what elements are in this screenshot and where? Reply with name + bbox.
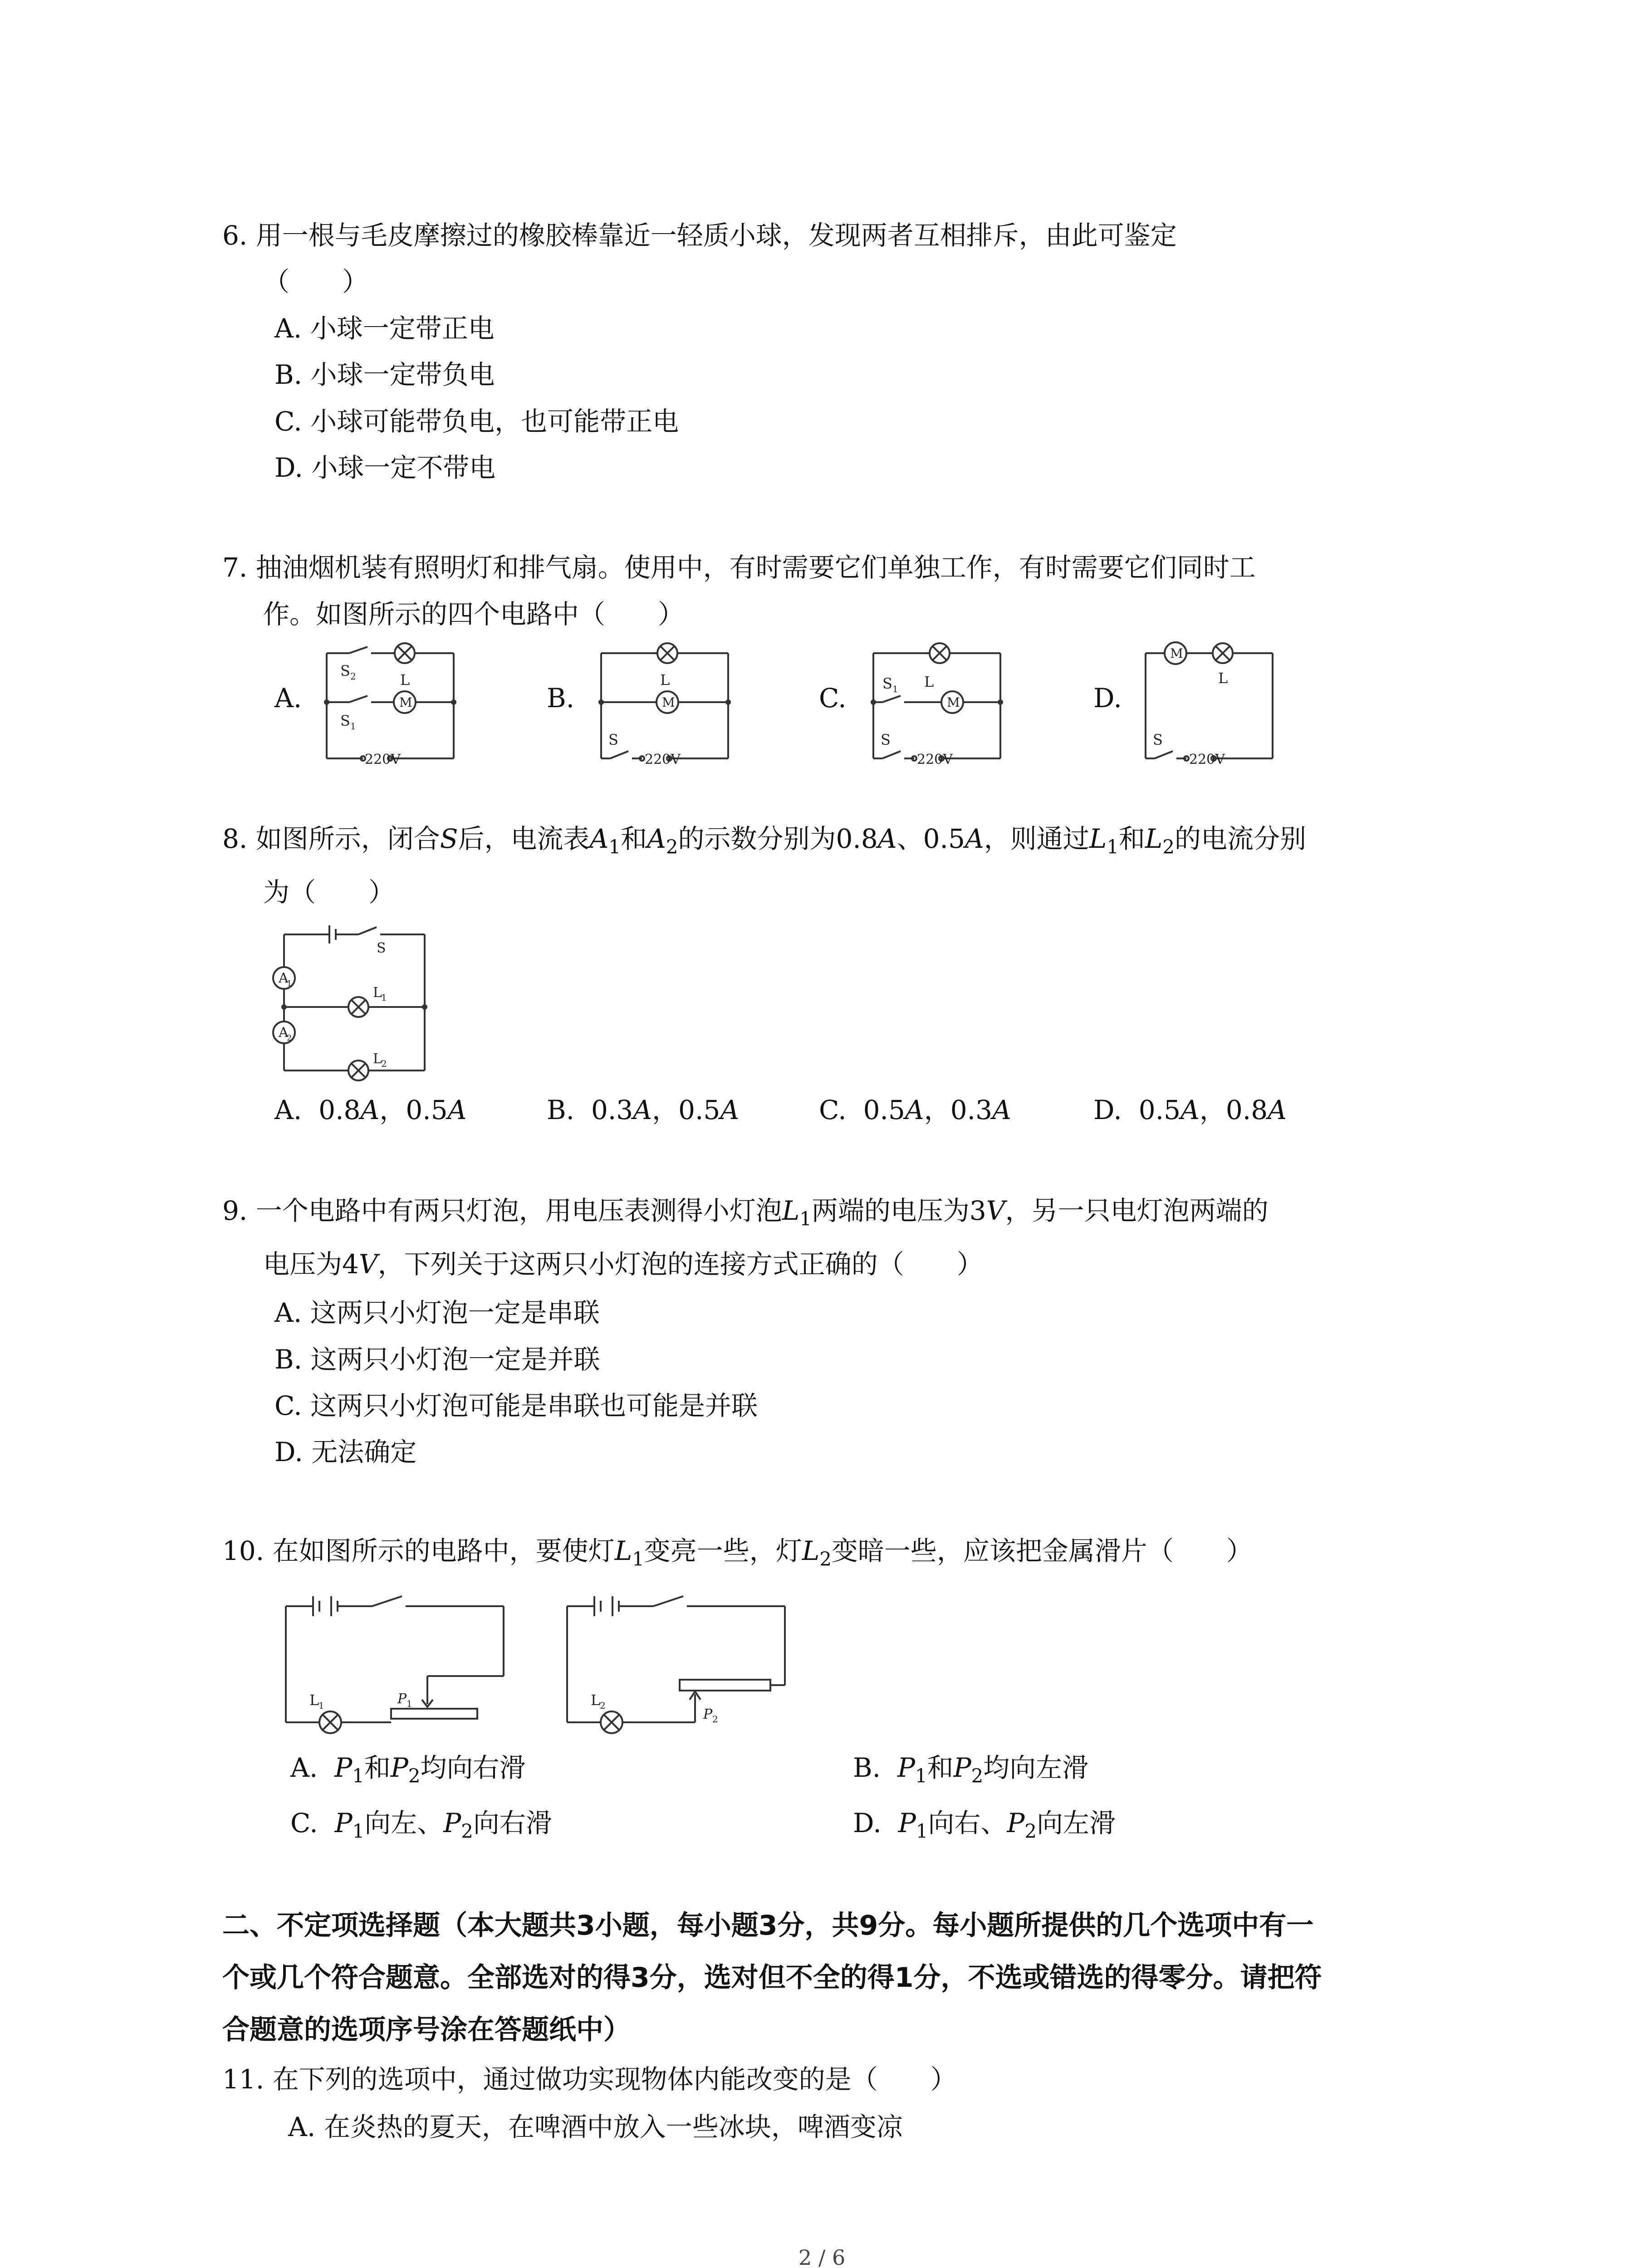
section2-heading-line3: 合题意的选项序号涂在答题纸中） xyxy=(222,2014,631,2046)
q7-label-c: C. xyxy=(819,683,847,714)
q11-option-a: A. 在炎热的夏天，在啤酒中放入一些冰块，啤酒变凉 xyxy=(288,2112,903,2142)
q10-option-a: A. $P_1$和$P_2$均向右滑 xyxy=(290,1752,526,1787)
q7a-m-text: M xyxy=(399,695,412,710)
q10-1-p-sub: 1 xyxy=(407,1698,412,1709)
q7d-v-text: 220V xyxy=(1189,752,1225,767)
q7d-m-text: M xyxy=(1170,646,1183,661)
q8-a1-text: A xyxy=(279,970,289,986)
q7a-s1-sub: 1 xyxy=(350,721,356,732)
q10-2-p-text: P xyxy=(703,1706,713,1722)
q8-a2-text: A xyxy=(279,1025,289,1041)
q8-stem-line1: 8. 如图所示，闭合S后，电流表$A_1$和$A_2$的示数分别为0.8A、0.5A，则通过$L_1$和$L_2$的电流分别 xyxy=(222,823,1306,858)
q7-circuit-a xyxy=(318,640,463,771)
q7-circuit-b xyxy=(592,640,737,771)
q7-stem-line2: 作。如图所示的四个电路中（ ） xyxy=(263,599,685,630)
q10-2-l-text: L xyxy=(591,1691,601,1709)
q6-paren: （ ） xyxy=(263,266,369,297)
q8-l1-sub: 1 xyxy=(381,992,387,1003)
q8-stem-line2: 为（ ） xyxy=(263,877,395,908)
q6-stem: 6. 用一根与毛皮摩擦过的橡胶棒靠近一轻质小球，发现两者互相排斥，由此可鉴定 xyxy=(222,220,1177,251)
q7c-v-text: 220V xyxy=(917,752,953,767)
q7b-v-text: 220V xyxy=(645,752,681,767)
q7a-s2-sub: 2 xyxy=(350,671,356,682)
q7-stem-line1: 7. 抽油烟机装有照明灯和排气扇。使用中，有时需要它们单独工作，有时需要它们同时工 xyxy=(222,552,1256,583)
q7c-s1-text: S xyxy=(882,675,892,692)
q8-option-c: C. 0.5A，0.3A xyxy=(819,1095,1011,1125)
q10-1-l-text: L xyxy=(309,1691,319,1709)
q6-option-a: A. 小球一定带正电 xyxy=(274,313,495,344)
q8-l1-text: L xyxy=(373,985,382,1001)
q7a-v-text: 220V xyxy=(365,752,401,767)
q7c-l-text: L xyxy=(924,673,934,690)
q7-label-d: D. xyxy=(1093,683,1122,714)
q10-1-l-sub: 1 xyxy=(318,1700,324,1711)
q7b-l-text: L xyxy=(660,671,670,689)
section2-heading-line2: 个或几个符合题意。全部选对的得3分，选对但不全的得1分，不选或错选的得零分。请把符 xyxy=(222,1962,1322,1994)
q9-stem-line2: 电压为4V，下列关于这两只小灯泡的连接方式正确的（ ） xyxy=(263,1249,983,1280)
q7c-s-text: S xyxy=(881,731,891,748)
section2-heading-line1: 二、不定项选择题（本大题共3小题，每小题3分，共9分。每小题所提供的几个选项中有一 xyxy=(222,1910,1314,1941)
page-number: 2 / 6 xyxy=(798,2245,846,2268)
q10-option-b: B. $P_1$和$P_2$均向左滑 xyxy=(853,1752,1089,1787)
q8-option-d: D. 0.5A，0.8A xyxy=(1093,1095,1287,1125)
q9-option-b: B. 这两只小灯泡一定是并联 xyxy=(274,1344,600,1375)
q7-label-a: A. xyxy=(274,683,302,714)
q9-option-d: D. 无法确定 xyxy=(274,1437,417,1467)
q10-option-d: D. $P_1$向右、$P_2$向左滑 xyxy=(853,1808,1116,1843)
q9-option-a: A. 这两只小灯泡一定是串联 xyxy=(274,1297,600,1328)
q6-option-d: D. 小球一定不带电 xyxy=(274,452,496,483)
q8-l2-sub: 2 xyxy=(381,1058,387,1069)
q7b-s-text: S xyxy=(608,731,618,748)
q7b-m-text: M xyxy=(662,695,675,710)
q8-a2-sub: 2 xyxy=(287,1033,292,1043)
q8-s-text: S xyxy=(377,940,386,956)
q7-circuit-c xyxy=(864,640,1009,771)
q10-2-p-sub: 2 xyxy=(712,1714,718,1725)
q9-option-c: C. 这两只小灯泡可能是串联也可能是并联 xyxy=(274,1390,758,1421)
q10-option-c: C. $P_1$向左、$P_2$向右滑 xyxy=(290,1808,552,1843)
q10-1-p-text: P xyxy=(397,1691,407,1707)
q8-l2-text: L xyxy=(373,1051,382,1067)
q10-stem: 10. 在如图所示的电路中，要使灯$L_1$变亮一些，灯$L_2$变暗一些，应该把金属滑片（ ） xyxy=(222,1535,1253,1570)
q7d-l-text: L xyxy=(1218,670,1228,687)
q7-circuit-d xyxy=(1136,640,1282,771)
q8-a1-sub: 1 xyxy=(287,979,292,988)
q7a-s1-text: S xyxy=(340,712,350,729)
q8-circuit xyxy=(268,921,440,1080)
q7a-l-text: L xyxy=(400,671,410,689)
q7a-s2-text: S xyxy=(340,662,350,679)
q6-option-b: B. 小球一定带负电 xyxy=(274,359,495,390)
q10-2-l-sub: 2 xyxy=(600,1700,606,1711)
q9-stem-line1: 9. 一个电路中有两只灯泡，用电压表测得小灯泡$L_1$两端的电压为3V，另一只电灯泡两端的 xyxy=(222,1195,1269,1230)
q6-option-c: C. 小球可能带负电，也可能带正电 xyxy=(274,406,679,437)
q11-stem: 11. 在下列的选项中，通过做功实现物体内能改变的是（ ） xyxy=(222,2064,957,2095)
q8-option-a: A. 0.8A，0.5A xyxy=(274,1095,467,1125)
q8-option-b: B. 0.3A，0.5A xyxy=(547,1095,740,1125)
q7c-m-text: M xyxy=(947,695,960,710)
q10-circuit-1 xyxy=(272,1590,517,1740)
q10-circuit-2 xyxy=(554,1590,798,1740)
q7d-s-text: S xyxy=(1153,731,1163,748)
q7-label-b: B. xyxy=(547,683,575,714)
q7c-s1-sub: 1 xyxy=(892,684,898,694)
